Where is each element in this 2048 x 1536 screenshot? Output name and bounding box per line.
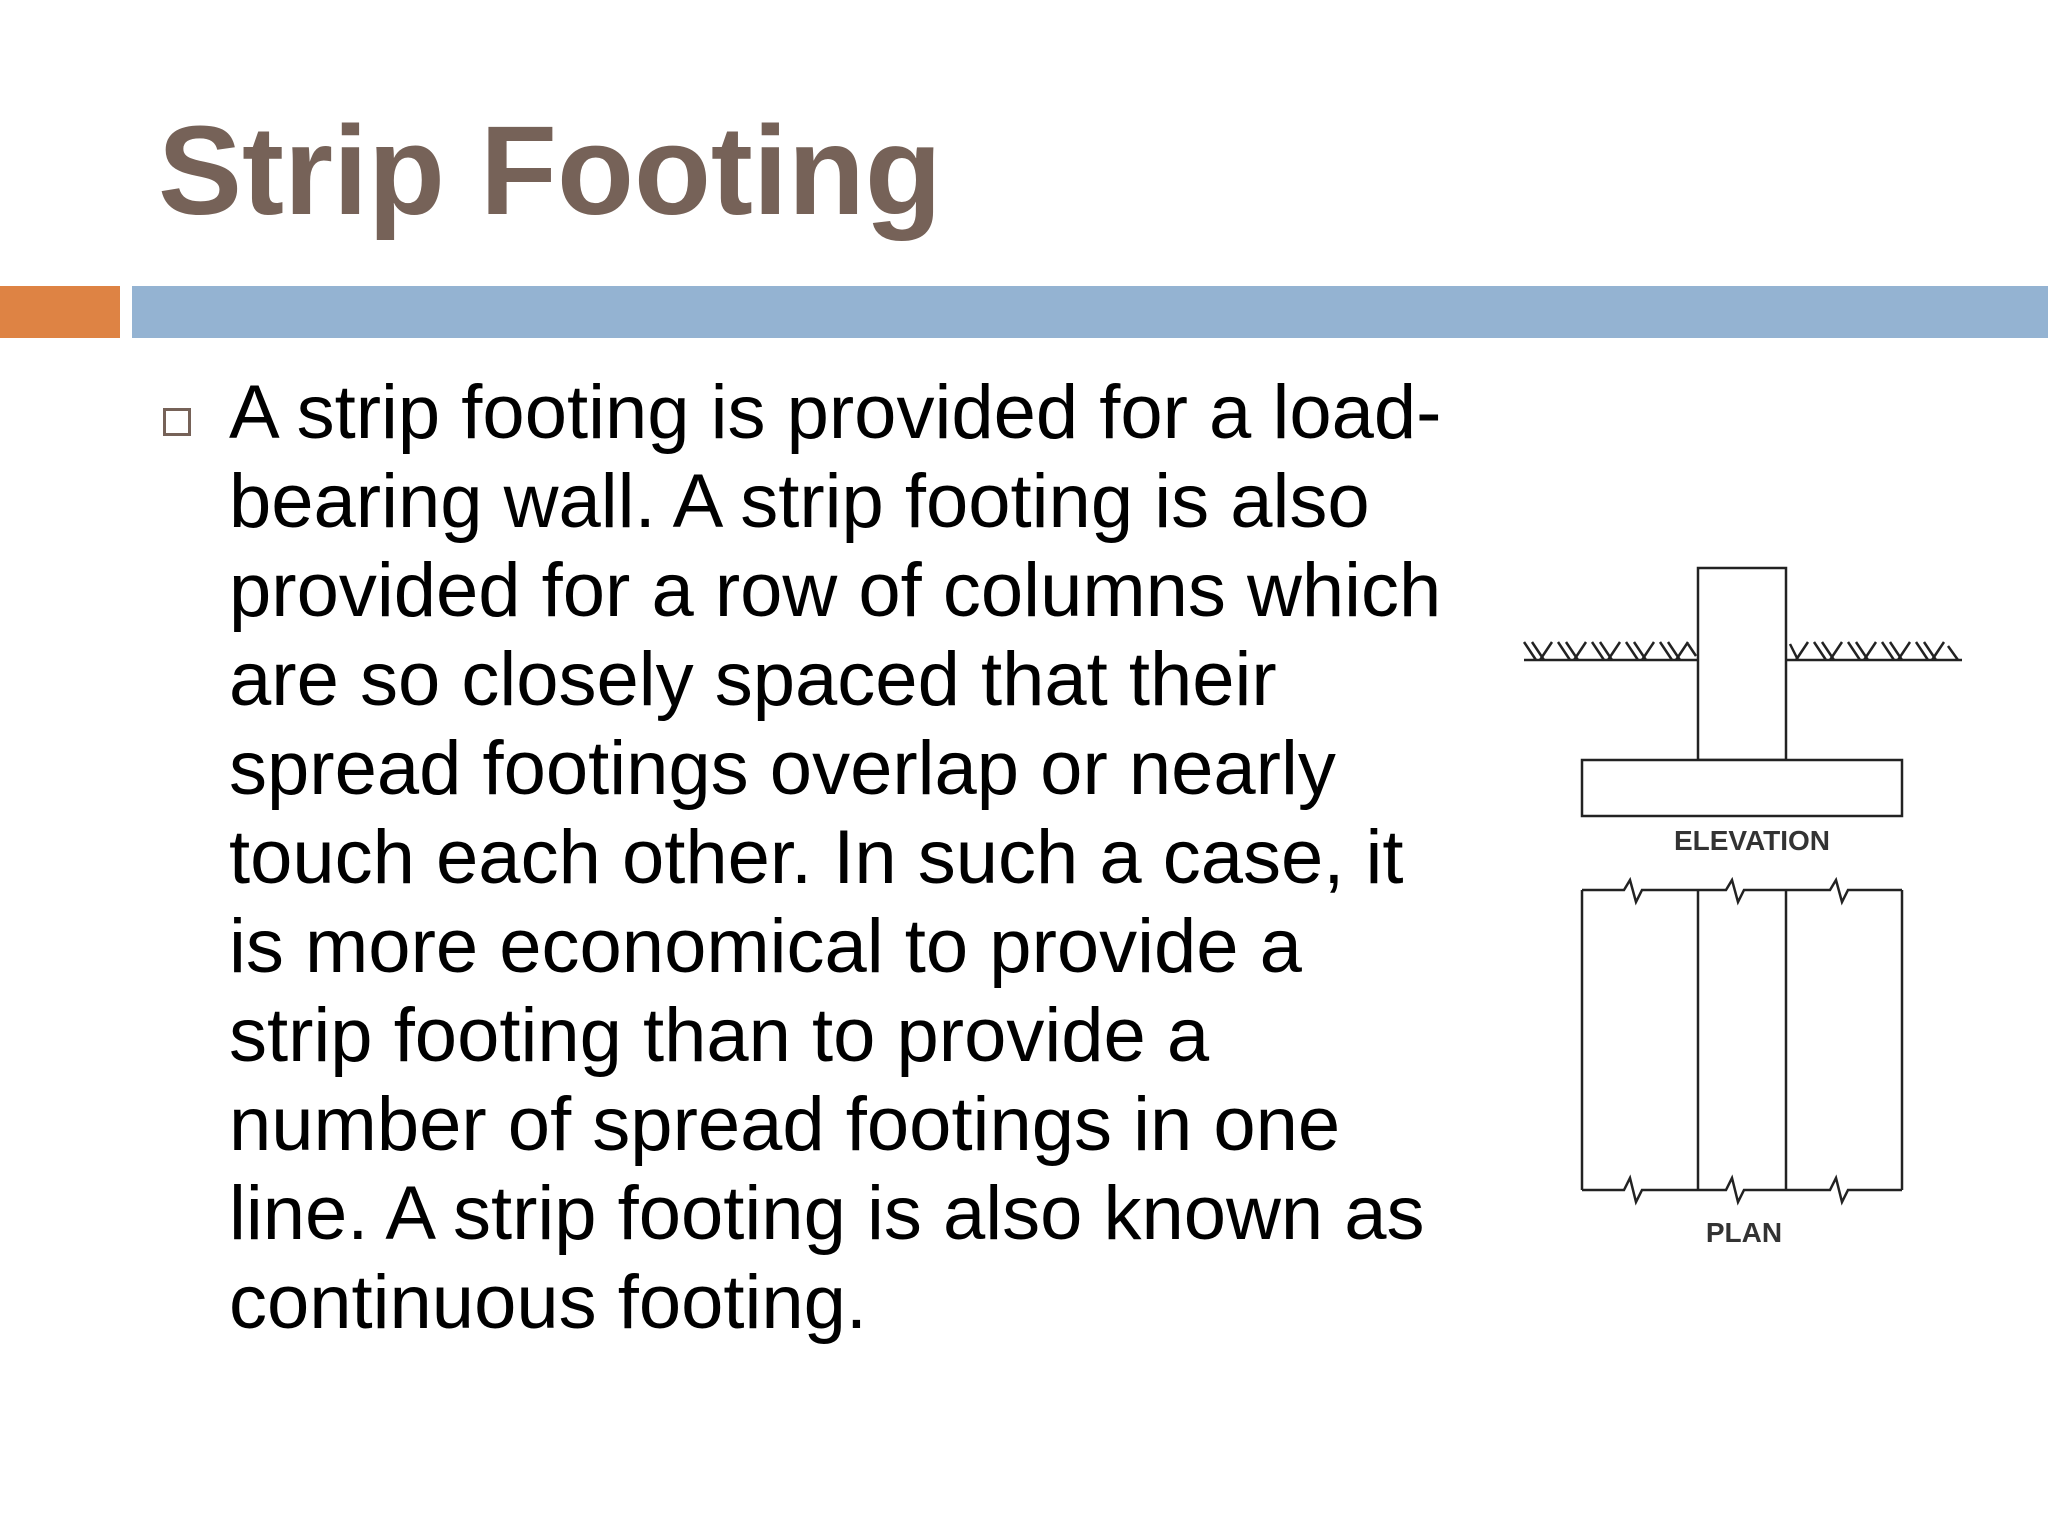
ground-hatch-left — [1524, 642, 1696, 660]
ground-hatch-right — [1790, 642, 1958, 660]
bullet-text: A strip footing is provided for a load-bearing wall. A strip footing is also provided for a row of columns which are so closely spaced that their spread footings overlap or nearly touch each other. In such a case, it is more economical to provide a strip footing than to provide a number of spread footings in one line. A strip footing is also known as continuous footing. — [229, 370, 1442, 1345]
strip-footing-diagram — [1500, 550, 1980, 1270]
hollow-square-bullet-icon — [163, 408, 191, 436]
slide-title: Strip Footing — [158, 100, 942, 241]
accent-bar-orange — [0, 286, 120, 338]
elevation-label: ELEVATION — [1673, 825, 1831, 856]
plan-break-line-bottom — [1582, 1178, 1902, 1202]
elevation-drawing — [1524, 568, 1962, 816]
plan-label: PLAN — [1705, 1217, 1783, 1248]
footing-slab — [1582, 760, 1902, 816]
accent-bar-blue — [132, 286, 2048, 338]
plan-break-line-top — [1582, 880, 1902, 902]
wall-section — [1698, 568, 1786, 760]
plan-drawing — [1582, 880, 1902, 1202]
